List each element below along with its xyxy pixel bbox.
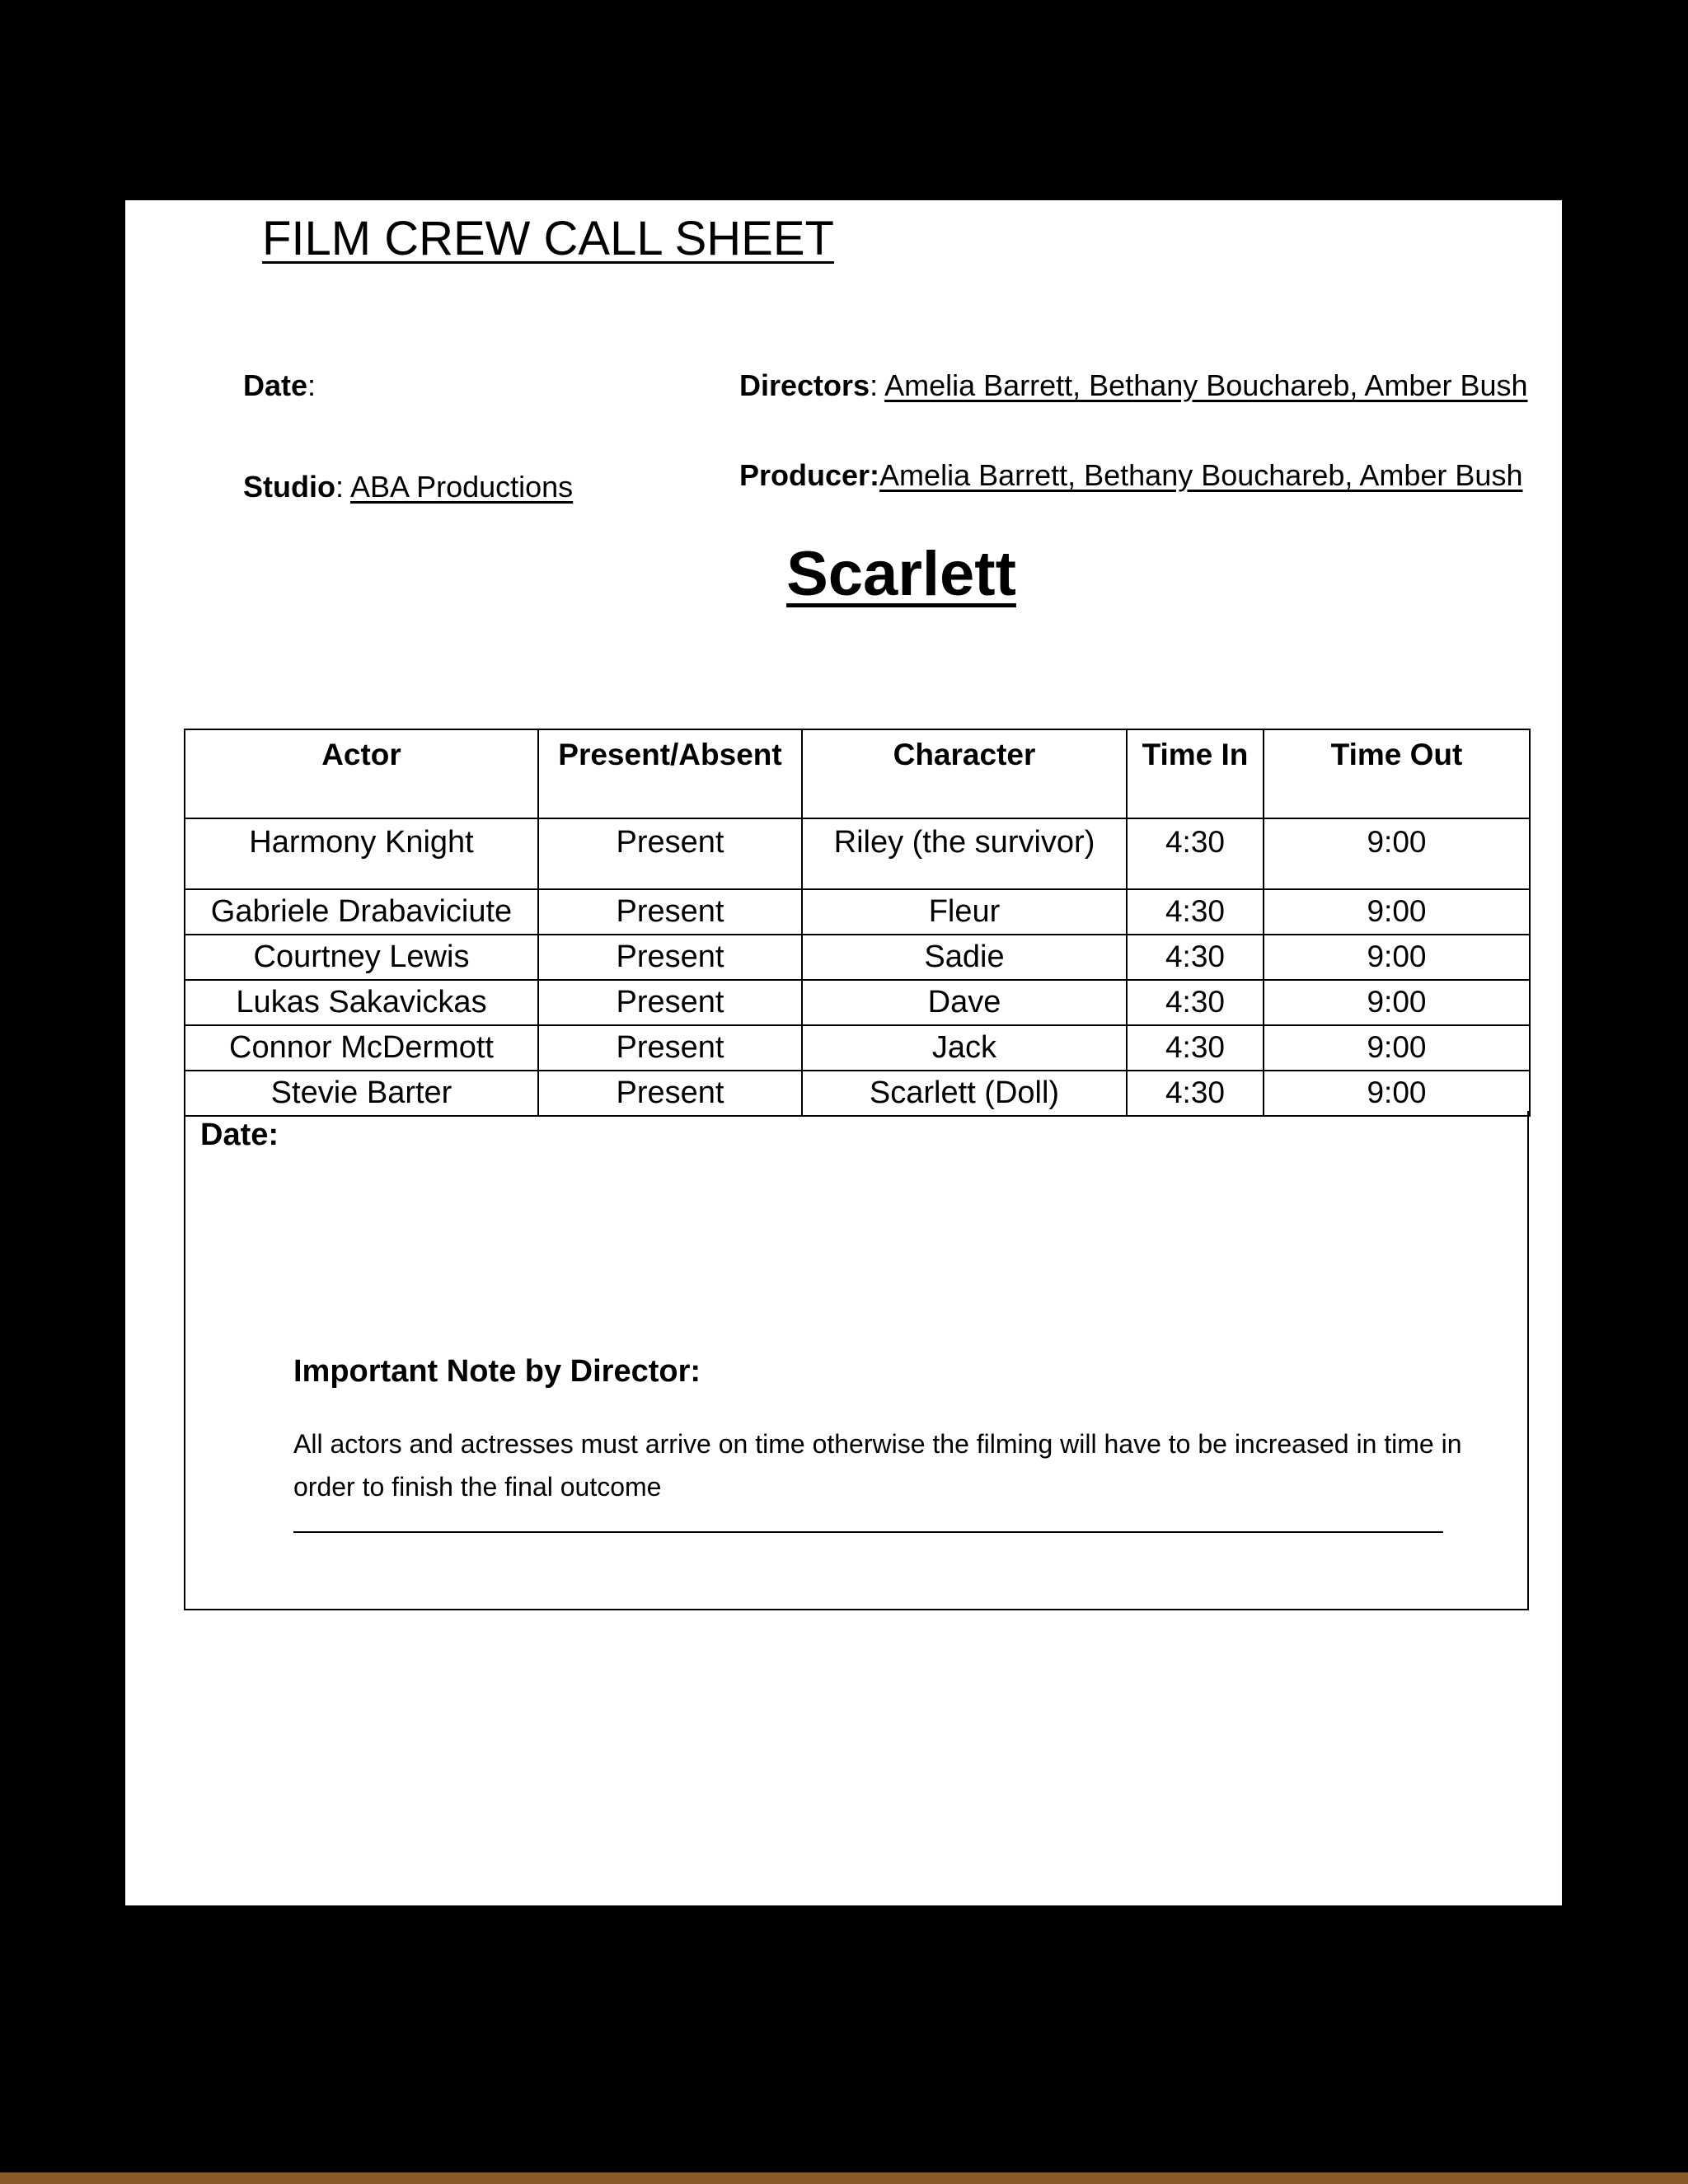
producer-value: Amelia Barrett, Bethany Bouchareb, Amber Bush <box>879 458 1523 492</box>
studio-label: Studio <box>243 470 335 504</box>
date-field <box>243 368 316 402</box>
character-cell: Fleur <box>802 889 1127 935</box>
actor-cell: Lukas Sakavickas <box>185 980 538 1025</box>
directors-value: Amelia Barrett, Bethany Bouchareb, Amber Bush <box>884 368 1528 402</box>
header-present-absent: Present/Absent <box>538 729 802 818</box>
actor-cell: Stevie Barter <box>185 1071 538 1116</box>
bottom-edge-strip <box>0 2172 1688 2184</box>
studio-value: ABA Productions <box>350 470 574 504</box>
studio-separator: : <box>335 470 351 504</box>
date-separator: : <box>307 368 316 402</box>
page-title: FILM CREW CALL SHEET <box>262 212 834 265</box>
character-cell: Sadie <box>802 935 1127 980</box>
notes-date-label: Date: <box>200 1118 279 1152</box>
status-cell: Present <box>538 889 802 935</box>
time-out-cell: 9:00 <box>1264 818 1530 889</box>
director-note-heading: Important Note by Director: <box>293 1354 701 1389</box>
header-time-in: Time In <box>1127 729 1264 818</box>
time-in-cell: 4:30 <box>1127 1025 1264 1071</box>
status-cell: Present <box>538 1071 802 1116</box>
directors-separator: : <box>870 368 885 402</box>
producer-label: Producer: <box>739 458 880 492</box>
status-cell: Present <box>538 980 802 1025</box>
table-row <box>185 980 1530 1025</box>
crew-table <box>184 729 1531 1117</box>
time-out-cell: 9:00 <box>1264 935 1530 980</box>
signature-line <box>293 1531 1443 1533</box>
date-label: Date <box>243 368 308 402</box>
directors-label: Directors <box>739 368 870 402</box>
actor-cell: Gabriele Drabaviciute <box>185 889 538 935</box>
time-in-cell: 4:30 <box>1127 1071 1264 1116</box>
time-out-cell: 9:00 <box>1264 889 1530 935</box>
notes-section <box>184 1111 1529 1610</box>
time-out-cell: 9:00 <box>1264 1071 1530 1116</box>
studio-field <box>243 472 573 502</box>
character-cell: Dave <box>802 980 1127 1025</box>
status-cell: Present <box>538 818 802 889</box>
character-cell: Scarlett (Doll) <box>802 1071 1127 1116</box>
time-in-cell: 4:30 <box>1127 818 1264 889</box>
time-out-cell: 9:00 <box>1264 1025 1530 1071</box>
time-in-cell: 4:30 <box>1127 980 1264 1025</box>
actor-cell: Harmony Knight <box>185 818 538 889</box>
header-time-out: Time Out <box>1264 729 1530 818</box>
director-note-text: All actors and actresses must arrive on time otherwise the filming will have to be increased in time in order to finish the final outcome <box>293 1429 1462 1502</box>
header-actor: Actor <box>185 729 538 818</box>
actor-cell: Courtney Lewis <box>185 935 538 980</box>
table-row <box>185 1071 1530 1116</box>
time-out-cell: 9:00 <box>1264 980 1530 1025</box>
film-title <box>125 539 1562 609</box>
table-row <box>185 889 1530 935</box>
table-header-row <box>185 729 1530 818</box>
producer-field <box>739 458 1523 492</box>
time-in-cell: 4:30 <box>1127 935 1264 980</box>
character-cell: Jack <box>802 1025 1127 1071</box>
table-row <box>185 935 1530 980</box>
status-cell: Present <box>538 935 802 980</box>
film-title-text: Scarlett <box>786 539 1016 609</box>
actor-cell: Connor McDermott <box>185 1025 538 1071</box>
table-row <box>185 818 1530 889</box>
time-in-cell: 4:30 <box>1127 889 1264 935</box>
status-cell: Present <box>538 1025 802 1071</box>
call-sheet-page <box>125 200 1562 1905</box>
directors-field <box>739 368 1528 402</box>
header-character: Character <box>802 729 1127 818</box>
character-cell: Riley (the survivor) <box>802 818 1127 889</box>
table-row <box>185 1025 1530 1071</box>
